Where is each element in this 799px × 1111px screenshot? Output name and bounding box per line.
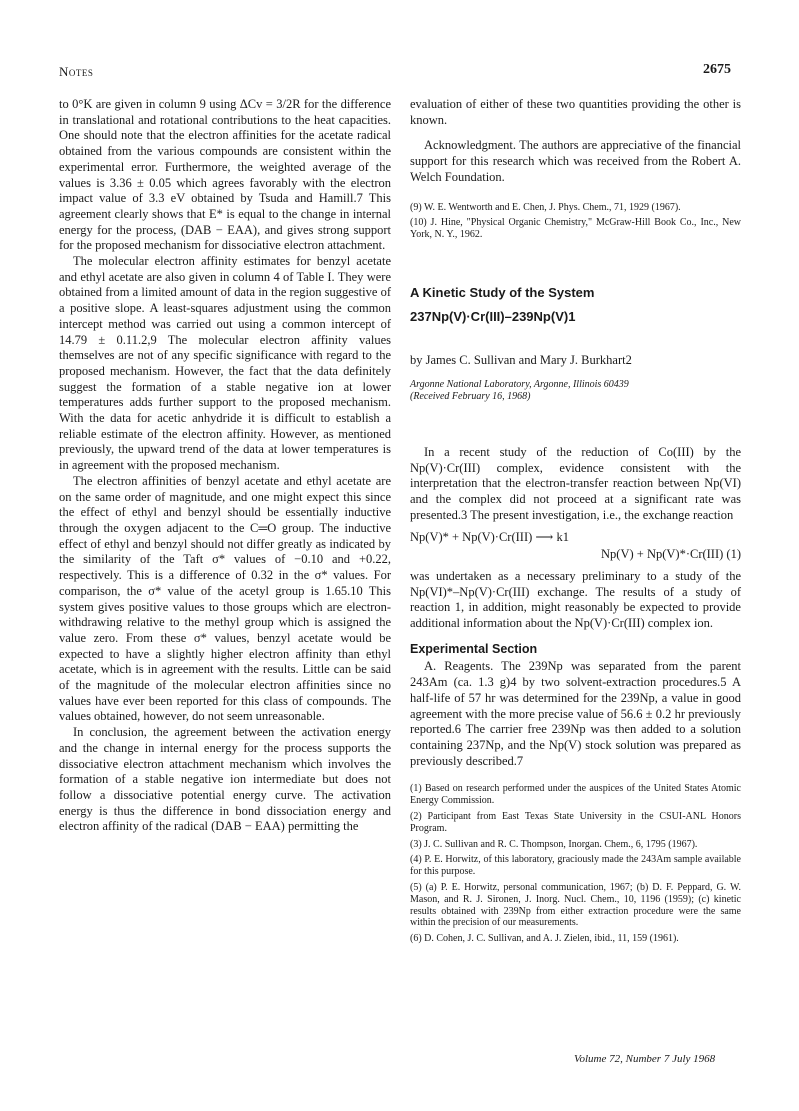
equation-1 [410,530,741,563]
equation-line: Np(V)* + Np(V)·Cr(III) ⟶ k1 [410,529,569,544]
right-column [410,97,741,949]
intro-paragraph: In a recent study of the reduction of Co(III) by the Np(V)·Cr(III) complex, evidence consistent with the interpretation that the electron-transfer reaction between Np(VI) and the complex did not proceed at a significant rate was presented.3 The present investigation, i.e., the exchange reaction [410,445,741,522]
section-heading: Experimental Section [410,641,538,656]
footnote: (9) W. E. Wentworth and E. Chen, J. Phys. Chem., 71, 1929 (1967). [410,201,681,213]
footnote: (4) P. E. Horwitz, of this laboratory, graciously made the 243Am sample available for this purpose. [410,854,741,878]
reagents-paragraph: A. Reagents. The 239Np was separated from the parent 243Am (ca. 1.3 g)4 by two solvent-extraction procedures.5 A half-life of 57 hr was determined for the 239Np, a value in good agreement with the more precise value of 56.6 ± 0.2 hr previously reported.6 The carrier free 239Np was then added to a solution containing 237Np, and the Np(V) stock solution was prepared as previously described.7 [410,659,741,768]
article-title: A Kinetic Study of the System [410,284,595,300]
acknowledgment: Acknowledgment. The authors are appreciative of the financial support for this research which was received from the Robert A. Welch Foundation. [410,138,741,184]
footnote: (3) J. C. Sullivan and R. C. Thompson, Inorgan. Chem., 6, 1795 (1967). [410,838,698,850]
paragraph-continuation: evaluation of either of these two quantities providing the other is known. [410,97,741,127]
footnotes-top [410,202,741,241]
paragraph: to 0°K are given in column 9 using ΔCv = 3/2R for the difference in translational and rotational contributions to the heat capacities. One should note that the electron affinities for the acetate radical obtained from the various compounds are consistent within the experimental error. Furthermore, the weighted average of the values is 3.36 ± 0.05 which agrees favorably with the electron impact value of 3.3 eV obtained by Tsuda and Hamill.7 This agreement clearly shows that E* is equal to the change in internal energy for the process, (DAB − EAA), and gives strong support for the proposed mechanism for dissociative electron attachment. [59,97,391,253]
footnote: (6) D. Cohen, J. C. Sullivan, and A. J. Zielen, ibid., 11, 159 (1961). [410,933,679,945]
footer-issue: Volume 72, Number 7 July 1968 [574,1053,716,1065]
authors: by James C. Sullivan and Mary J. Burkhart2 [410,353,632,368]
paragraph: The molecular electron affinity estimates for benzyl acetate and ethyl acetate are also given in column 4 of Table I. They were obtained from a limited amount of data in the region suggestive of a positive slope. A least-squares adjustment using the common intercept method was carried out using a common intercept of 14.79 ± 0.11.2,9 The molecular electron affinity values themselves are not of any specific significance with regard to the proposed mechanism. However, the fact that the data definitely suggest the formation of a stable negative ion at lower temperatures adds further support to the proposed mechanism. With the data for acetic anhydride it is difficult to establish a reliable estimate of the electron affinity. However, as mentioned previously, the upward trend of the data at lower temperatures is in agreement with the proposed mechanism. [59,254,391,473]
equation-line: Np(V) + Np(V)*·Cr(III) (1) [601,547,741,562]
article-subtitle: 237Np(V)·Cr(III)–239Np(V)1 [410,308,576,324]
paragraph: was undertaken as a necessary preliminary to a study of the Np(VI)*–Np(V)·Cr(III) exchange. The results of a study of reaction 1, in addition, might reasonably be expected to provide additional information about the Np(V)·Cr(III) complex ion. [410,568,741,631]
footnote: (5) (a) P. E. Horwitz, personal communication, 1967; (b) D. F. Peppard, G. W. Mason, and R. J. Sironen, J. Inorg. Nucl. Chem., 10, 1196 (1959); (c) kinetic results obtained with 239Np from either extraction procedure were the same within the precision of our measurements. [410,881,741,929]
footnote: (2) Participant from East Texas State University in the CSUI-ANL Honors Program. [410,810,741,834]
footnote: (10) J. Hine, "Physical Organic Chemistry," McGraw-Hill Book Co., Inc., New York, N. Y., 1962. [410,217,741,241]
affiliation-block [410,379,741,403]
paragraph: The electron affinities of benzyl acetate and ethyl acetate are on the same order of magnitude, and one might expect this since the effect of ethyl and benzyl should be essentially inductive through the oxygen adjacent to the C═O group. The inductive effect of ethyl and benzyl should not differ greatly as indicated by the similarity of the Taft σ* values of −0.10 and +0.22, respectively. This is a difference of 0.32 in the σ* values. For comparison, the σ* value of the acetyl group is 1.65.10 This system gives positive values to those groups which are electron-withdrawing relative to the methyl group which is assigned the value zero. From these σ* values, benzyl acetate would be expected to have a slightly higher electron affinity than ethyl acetate, which is in agreement with the results. Little can be said of the magnitude of the molecular electron affinities since no values have ever been reported for this class of compounds. The values obtained, however, do not seem unreasonable. [59,473,391,724]
paragraph: In conclusion, the agreement between the activation energy and the change in internal energy for the process supports the dissociative electron attachment mechanism which involves the formation of a stable negative ion intermediate but does not follow a dissociative potential energy curve. The activation energy is thus the difference in bond dissociation energy and electron affinity of the radical (DAB − EAA) permitting the [59,725,391,834]
page-number: 2675 [703,62,731,77]
left-column [59,97,391,835]
footnotes-bottom [410,783,741,945]
footnote: (1) Based on research performed under the auspices of the United States Atomic Energy Commission. [410,783,741,807]
received-date: (Received February 16, 1968) [410,391,531,403]
running-header-section: Notes [59,64,94,79]
affiliation: Argonne National Laboratory, Argonne, Illinois 60439 [410,379,629,391]
